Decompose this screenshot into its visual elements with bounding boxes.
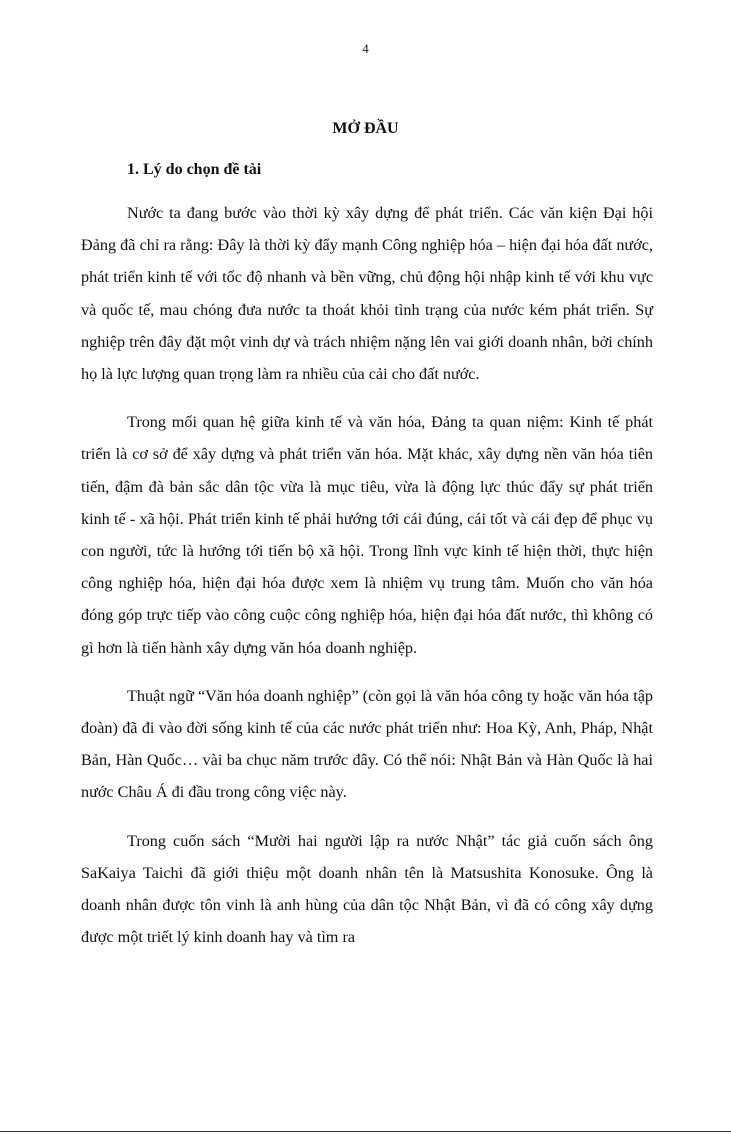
paragraph-4: Trong cuốn sách “Mười hai người lập ra nước Nhật” tác giả cuốn sách ông SaKaiya Taichi đã giới thiệu một doanh nhân tên là Matsushita Konosuke. Ông là doanh nhân được tôn vinh là anh hùng của dân tộc Nhật Bản, vì đã có công xây dựng được một triết lý kinh doanh hay và tìm ra	[81, 831, 653, 947]
paragraph-3: Thuật ngữ “Văn hóa doanh nghiệp” (còn gọi là văn hóa công ty hoặc văn hóa tập đoàn) đã đi vào đời sống kinh tế của các nước phát triển như: Hoa Kỳ, Anh, Pháp, Nhật Bản, Hàn Quốc… vài ba chục năm trước đây. Có thể nói: Nhật Bản và Hàn Quốc là hai nước Châu Á đi đầu trong công việc này.	[81, 686, 653, 802]
section-heading: 1. Lý do chọn đề tài	[127, 161, 262, 178]
paragraph-1: Nước ta đang bước vào thời kỳ xây dựng để phát triển. Các văn kiện Đại hội Đảng đã chỉ ra rằng: Đây là thời kỳ đẩy mạnh Công nghiệp hóa – hiện đại hóa đất nước, phát triển kinh tế với tốc độ nhanh và bền vững, chủ động hội nhập kinh tế với khu vực và quốc tế, mau chóng đưa nước ta thoát khỏi tình trạng của nước kém phát triển. Sự nghiệp trên đây đặt một vinh dự và trách nhiệm nặng lên vai giới doanh nhân, bởi chính họ là lực lượng quan trọng làm ra nhiều của cải cho đất nước.	[81, 204, 653, 384]
page-number: 4	[362, 41, 369, 56]
paragraph-2: Trong mối quan hệ giữa kinh tế và văn hóa, Đảng ta quan niệm: Kinh tế phát triển là cơ sở để xây dựng và phát triển văn hóa. Mặt khác, xây dựng nền văn hóa tiên tiến, đậm đà bản sắc dân tộc vừa là mục tiêu, vừa là động lực thúc đẩy sự phát triển kinh tế - xã hội. Phát triển kinh tế phải hướng tới cái đúng, cái tốt và cái đẹp để phục vụ con người, tức là hướng tới tiến bộ xã hội. Trong lĩnh vực kinh tế hiện thời, thực hiện công nghiệp hóa, hiện đại hóa được xem là nhiệm vụ trung tâm. Muốn cho văn hóa đóng góp trực tiếp vào công cuộc công nghiệp hóa, hiện đại hóa đất nước, thì không có gì hơn là tiến hành xây dựng văn hóa doanh nghiệp.	[81, 413, 653, 657]
main-heading: MỞ ĐẦU	[332, 120, 399, 137]
body-text	[81, 197, 653, 969]
bottom-rule	[0, 1131, 731, 1132]
